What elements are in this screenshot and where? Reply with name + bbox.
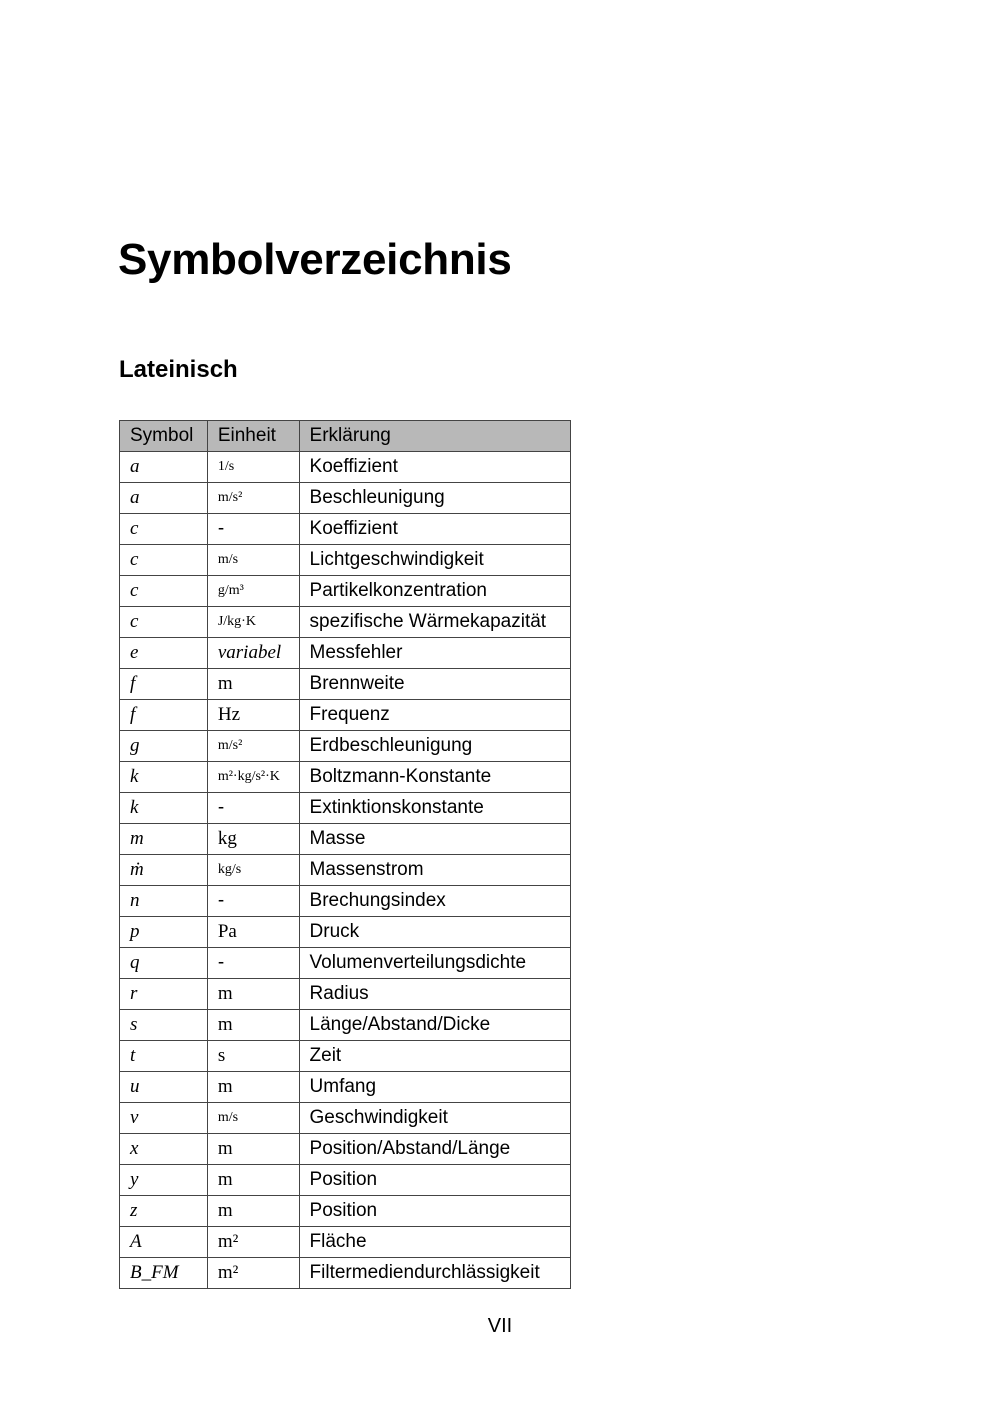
unit-cell: - [207, 793, 299, 824]
symbol-cell: c [120, 514, 208, 545]
description-cell: Geschwindigkeit [299, 1103, 570, 1134]
description-cell: Position/Abstand/Länge [299, 1134, 570, 1165]
symbol-cell: p [120, 917, 208, 948]
description-cell: spezifische Wärmekapazität [299, 607, 570, 638]
symbol-cell: y [120, 1165, 208, 1196]
description-cell: Koeffizient [299, 452, 570, 483]
table-row [120, 1041, 571, 1072]
description-cell: Länge/Abstand/Dicke [299, 1010, 570, 1041]
unit-cell: - [207, 886, 299, 917]
unit-cell: s [207, 1041, 299, 1072]
unit-cell: m²·kg/s²·K [207, 762, 299, 793]
symbol-cell: e [120, 638, 208, 669]
symbol-cell: f [120, 700, 208, 731]
symbol-cell: n [120, 886, 208, 917]
description-cell: Druck [299, 917, 570, 948]
table-row [120, 1103, 571, 1134]
table-row [120, 1165, 571, 1196]
symbol-cell: B_FM [120, 1258, 208, 1289]
description-cell: Volumenverteilungsdichte [299, 948, 570, 979]
symbol-cell: ṁ [120, 855, 208, 886]
symbol-cell: s [120, 1010, 208, 1041]
symbol-cell: q [120, 948, 208, 979]
table-row [120, 886, 571, 917]
table-row [120, 917, 571, 948]
description-cell: Position [299, 1196, 570, 1227]
symbol-cell: c [120, 545, 208, 576]
unit-cell: Hz [207, 700, 299, 731]
description-cell: Filtermediendurchlässigkeit [299, 1258, 570, 1289]
table-body [120, 452, 571, 1289]
unit-cell: m [207, 1010, 299, 1041]
unit-cell: variabel [207, 638, 299, 669]
table-row [120, 514, 571, 545]
description-cell: Boltzmann-Konstante [299, 762, 570, 793]
description-cell: Erdbeschleunigung [299, 731, 570, 762]
description-cell: Brennweite [299, 669, 570, 700]
symbol-cell: k [120, 762, 208, 793]
description-cell: Umfang [299, 1072, 570, 1103]
unit-cell: kg [207, 824, 299, 855]
header-symbol: Symbol [120, 421, 208, 452]
unit-cell: - [207, 514, 299, 545]
page-title: Symbolverzeichnis [118, 235, 512, 284]
unit-cell: m/s² [207, 483, 299, 514]
table-row [120, 607, 571, 638]
symbol-cell: z [120, 1196, 208, 1227]
table-row [120, 1134, 571, 1165]
symbol-cell: g [120, 731, 208, 762]
table-row [120, 824, 571, 855]
unit-cell: m [207, 1072, 299, 1103]
table-row [120, 855, 571, 886]
symbol-cell: u [120, 1072, 208, 1103]
symbol-cell: c [120, 607, 208, 638]
description-cell: Brechungsindex [299, 886, 570, 917]
section-title: Lateinisch [119, 356, 238, 383]
table-row [120, 483, 571, 514]
unit-cell: 1/s [207, 452, 299, 483]
table-row [120, 545, 571, 576]
table-row [120, 948, 571, 979]
unit-cell: g/m³ [207, 576, 299, 607]
header-unit: Einheit [207, 421, 299, 452]
unit-cell: m/s [207, 1103, 299, 1134]
table-row [120, 1196, 571, 1227]
symbol-cell: k [120, 793, 208, 824]
description-cell: Frequenz [299, 700, 570, 731]
table-row [120, 731, 571, 762]
unit-cell: m² [207, 1258, 299, 1289]
description-cell: Radius [299, 979, 570, 1010]
description-cell: Masse [299, 824, 570, 855]
unit-cell: m² [207, 1227, 299, 1258]
page-number: VII [487, 1315, 513, 1337]
table-row [120, 1258, 571, 1289]
unit-cell: m/s² [207, 731, 299, 762]
header-description: Erklärung [299, 421, 570, 452]
description-cell: Position [299, 1165, 570, 1196]
table-row [120, 576, 571, 607]
table-row [120, 762, 571, 793]
table-row [120, 669, 571, 700]
table-row [120, 793, 571, 824]
description-cell: Massenstrom [299, 855, 570, 886]
unit-cell: m [207, 1165, 299, 1196]
description-cell: Koeffizient [299, 514, 570, 545]
unit-cell: m [207, 1134, 299, 1165]
description-cell: Zeit [299, 1041, 570, 1072]
description-cell: Partikelkonzentration [299, 576, 570, 607]
description-cell: Extinktionskonstante [299, 793, 570, 824]
unit-cell: Pa [207, 917, 299, 948]
symbol-table [119, 420, 571, 1289]
table-row [120, 1227, 571, 1258]
symbol-cell: t [120, 1041, 208, 1072]
unit-cell: J/kg·K [207, 607, 299, 638]
unit-cell: m [207, 979, 299, 1010]
symbol-cell: v [120, 1103, 208, 1134]
unit-cell: m/s [207, 545, 299, 576]
table-row [120, 1010, 571, 1041]
description-cell: Beschleunigung [299, 483, 570, 514]
symbol-cell: c [120, 576, 208, 607]
symbol-cell: r [120, 979, 208, 1010]
table-row [120, 452, 571, 483]
symbol-cell: m [120, 824, 208, 855]
unit-cell: m [207, 1196, 299, 1227]
symbol-cell: A [120, 1227, 208, 1258]
description-cell: Lichtgeschwindigkeit [299, 545, 570, 576]
unit-cell: - [207, 948, 299, 979]
description-cell: Messfehler [299, 638, 570, 669]
symbol-cell: a [120, 452, 208, 483]
description-cell: Fläche [299, 1227, 570, 1258]
table-header-row [120, 421, 571, 452]
unit-cell: m [207, 669, 299, 700]
table-row [120, 979, 571, 1010]
table-row [120, 638, 571, 669]
table-row [120, 1072, 571, 1103]
symbol-cell: x [120, 1134, 208, 1165]
symbol-cell: a [120, 483, 208, 514]
symbol-cell: f [120, 669, 208, 700]
table-row [120, 700, 571, 731]
unit-cell: kg/s [207, 855, 299, 886]
